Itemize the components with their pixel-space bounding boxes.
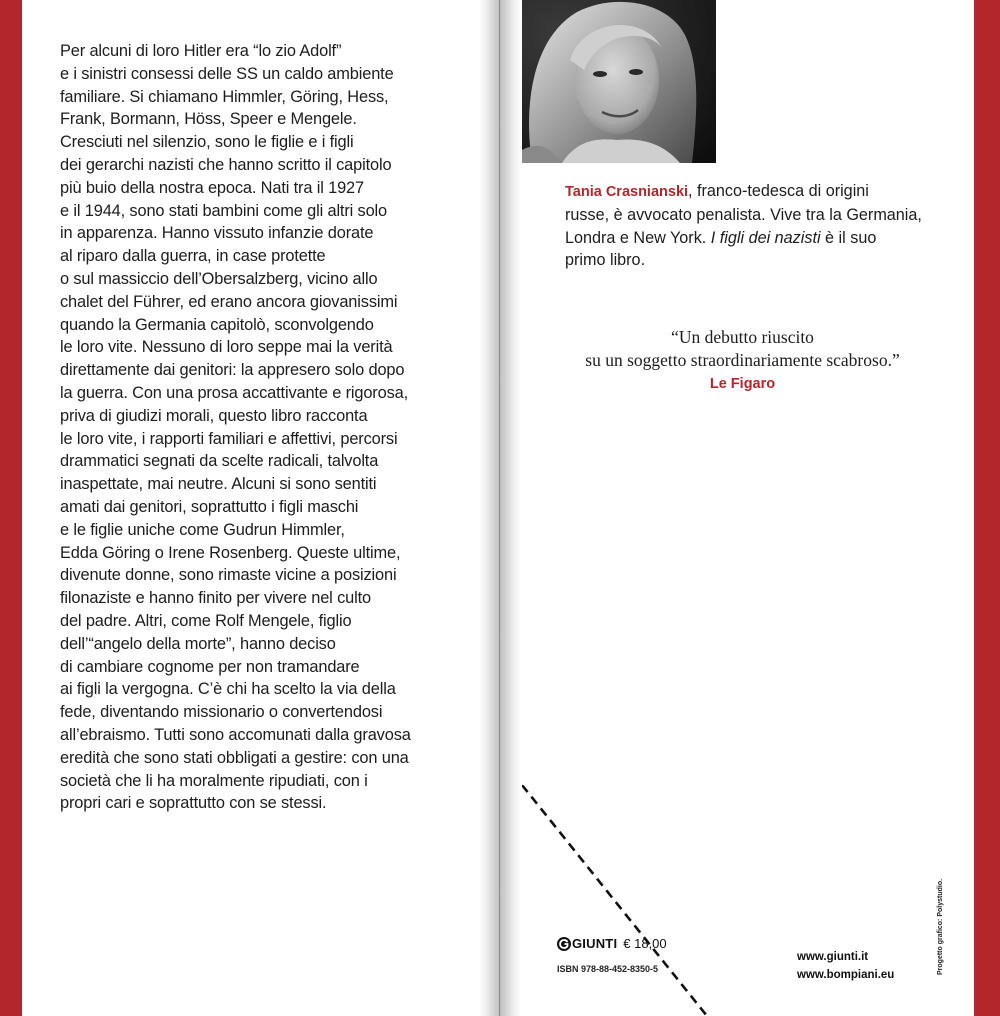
blurb-line: familiare. Si chiamano Himmler, Göring, Hess,: [60, 87, 389, 106]
bio-line-3: Londra e New York. I figli dei nazisti è il suo: [565, 228, 877, 247]
blurb-line: più buio della nostra epoca. Nati tra il 1927: [60, 178, 364, 197]
bio-line-4: primo libro.: [565, 251, 646, 270]
blurb-line: Cresciuti nel silenzio, sono le figlie e i figli: [60, 133, 354, 152]
quote-line-1: “Un debutto riuscito: [671, 327, 814, 347]
blurb-line: drammatici segnati da scelte radicali, talvolta: [60, 452, 379, 471]
blurb-line: Edda Göring o Irene Rosenberg. Queste ultime,: [60, 543, 401, 562]
blurb-line: amati dai genitori, soprattutto i figli maschi: [60, 497, 359, 516]
blurb-line: del padre. Altri, come Rolf Mengele, figlio: [60, 611, 352, 630]
blurb-line: la guerra. Con una prosa accattivante e rigorosa,: [60, 383, 408, 402]
design-credit: Progetto grafico: Polystudio.: [937, 878, 944, 975]
blurb-line: priva di giudizi morali, questo libro racconta: [60, 406, 368, 425]
blurb-line: di cambiare cognome per non tramandare: [60, 657, 360, 676]
publisher-logo: GIUNTI: [557, 936, 617, 951]
book-title: I figli dei nazisti: [710, 228, 821, 247]
giunti-logo-icon: [557, 937, 571, 951]
page-fold: [478, 0, 522, 1016]
author-name: Tania Crasnianski: [565, 184, 689, 200]
blurb-line: inaspettate, mai neutre. Alcuni si sono sentiti: [60, 475, 377, 494]
author-portrait: [522, 0, 716, 163]
blurb-line: società che li ha moralmente ripudiati, con i: [60, 771, 368, 790]
blurb-line: eredità che sono stati obbligati a gestire: con una: [60, 748, 409, 767]
blurb-line: Per alcuni di loro Hitler era “lo zio Adolf”: [60, 42, 342, 60]
quote-line-2: su un soggetto straordinariamente scabroso.”: [585, 350, 900, 370]
blurb-line: divenute donne, sono rimaste vicine a posizioni: [60, 566, 397, 585]
blurb-line: dei gerarchi nazisti che hanno scritto il capitolo: [60, 155, 392, 174]
blurb-line: direttamente dai genitori: la appresero solo dopo: [60, 361, 405, 380]
press-quote: [540, 326, 945, 396]
blurb-line: chalet del Führer, ed erano ancora giovanissimi: [60, 292, 398, 311]
fold-line: [499, 0, 500, 1016]
blurb-line: propri cari e soprattutto con se stessi.: [60, 794, 327, 813]
blurb-text: [60, 40, 440, 815]
blurb-line: quando la Germania capitolò, sconvolgendo: [60, 315, 374, 334]
blurb-line: dell’“angelo della morte”, hanno deciso: [60, 634, 336, 653]
dashed-cut-line: [522, 785, 974, 1016]
websites: [797, 948, 894, 984]
blurb-line: all’ebraismo. Tutti sono accomunati dalla gravosa: [60, 725, 411, 744]
left-red-edge: [0, 0, 22, 1016]
blurb-line: filonaziste e hanno finito per vivere nel culto: [60, 589, 371, 608]
blurb-line: al riparo dalla guerra, in case protette: [60, 247, 326, 266]
blurb-line: o sul massiccio dell’Obersalzberg, vicino allo: [60, 269, 378, 288]
price: € 18,00: [623, 936, 667, 951]
author-photo-icon: [522, 0, 716, 163]
blurb-line: in apparenza. Hanno vissuto infanzie dorate: [60, 224, 374, 243]
blurb-line: ai figli la vergogna. C’è chi ha scelto la via della: [60, 680, 396, 699]
publisher-line: [557, 936, 667, 951]
blurb-line: le loro vite. Nessuno di loro seppe mai la verità: [60, 338, 393, 357]
quote-source: Le Figaro: [709, 376, 776, 392]
isbn: ISBN 978-88-452-8350-5: [557, 964, 659, 974]
blurb-line: fede, diventando missionario o convertendosi: [60, 703, 383, 722]
blurb-line: Frank, Bormann, Höss, Speer e Mengele.: [60, 110, 357, 129]
website-bompiani[interactable]: www.bompiani.eu: [797, 969, 895, 981]
blurb-line: e il 1944, sono stati bambini come gli altri solo: [60, 201, 388, 220]
bio-line-1: Tania Crasnianski, franco-tedesca di origini: [565, 182, 869, 200]
author-bio: [565, 180, 975, 272]
blurb-line: e i sinistri consessi delle SS un caldo ambiente: [60, 64, 394, 83]
right-red-edge: [974, 0, 1000, 1016]
website-giunti[interactable]: www.giunti.it: [797, 951, 869, 963]
blurb-line: le loro vite, i rapporti familiari e affettivi, percorsi: [60, 429, 398, 448]
blurb-line: e le figlie uniche come Gudrun Himmler,: [60, 520, 345, 539]
bio-line-2: russe, è avvocato penalista. Vive tra la Germania,: [565, 205, 922, 224]
